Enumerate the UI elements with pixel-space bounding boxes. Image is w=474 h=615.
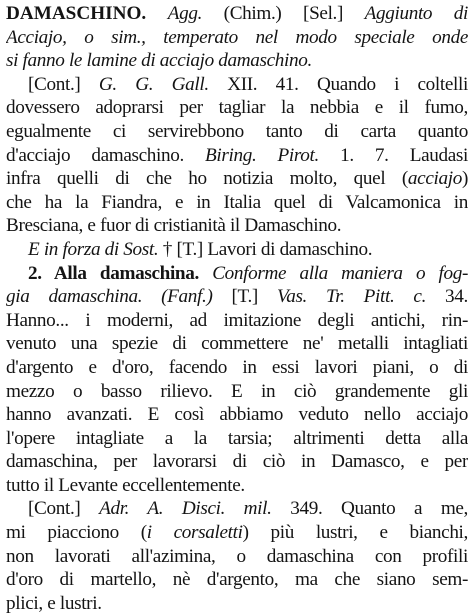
text-run: [146, 3, 168, 24]
text-line: [6, 545, 468, 569]
text-run: Hanno... i moderni, ad imitazione degli antichi, rin-: [6, 309, 468, 331]
text-line: [6, 427, 468, 451]
italic-text: gia damaschina. (Fanf.): [6, 286, 213, 308]
text-run: non lavorati all'azimina, o damaschina con profili: [6, 545, 468, 567]
text-run: che ha la Fiandra, e in Italia quel di Valcamonica in: [6, 191, 468, 213]
text-line: [6, 450, 468, 474]
text-run: † [T.] Lavori di damaschino.: [158, 238, 373, 260]
text-line: [6, 356, 468, 380]
text-line: [6, 144, 468, 168]
sense-heading: 2. Alla damaschina.: [28, 262, 199, 284]
text-line: [6, 497, 468, 521]
text-line: [6, 73, 468, 97]
text-line: [6, 285, 468, 309]
text-run: [Cont.]: [28, 73, 99, 95]
dictionary-entry-damaschino: [6, 2, 468, 615]
text-line: [6, 521, 468, 545]
text-line: [6, 309, 468, 333]
text-line: [6, 191, 468, 215]
text-run: Bresciana, e fuor di cristianità il Damaschino.: [6, 215, 342, 237]
italic-text: acciajo: [407, 168, 462, 190]
italic-text: si fanno le lamine di acciajo damaschino.: [6, 50, 312, 72]
text-line: [6, 2, 468, 26]
text-run: dovessero adoprarsi per tagliar la nebbia e il fumo,: [6, 97, 468, 119]
text-line: [6, 262, 468, 286]
headword: DAMASCHINO.: [6, 3, 147, 24]
text-line: [6, 380, 468, 404]
text-run: hanno avanzati. E così abbiamo veduto nello acciajo: [6, 404, 468, 426]
text-run: l'opere intagliate a la tarsia; altrimenti detta alla: [6, 427, 468, 449]
text-run: d'acciajo damaschino.: [6, 144, 206, 166]
text-run: d'argento e d'oro, facendo in essi lavori piani, o di: [6, 356, 468, 378]
text-run: ) più lustri, e bianchi,: [242, 522, 468, 544]
text-line: [6, 120, 468, 144]
text-run: mi piacciono (: [6, 522, 147, 544]
text-line: [6, 49, 468, 73]
italic-text: Vas. Tr. Pitt. c.: [276, 286, 427, 308]
text-run: 34.: [426, 286, 468, 308]
text-line: [6, 214, 468, 238]
text-run: [T.]: [212, 286, 277, 308]
text-run: XII. 41. Quando i coltelli: [208, 73, 468, 95]
text-line: [6, 568, 468, 592]
text-run: plici, e lustri.: [6, 592, 102, 614]
italic-text: Acciajo, o sim., temperato nel modo speciale onde: [6, 26, 468, 48]
italic-text: E in forza di Sost.: [28, 238, 159, 260]
text-run: [199, 263, 212, 284]
text-run: [Cont.]: [28, 498, 100, 520]
italic-text: Biring. Pirot.: [205, 144, 319, 166]
italic-text: Conforme alla maniera o fog-: [212, 262, 468, 284]
italic-text: i corsaletti: [146, 522, 243, 544]
italic-text: Adr. A. Disci. mil.: [99, 498, 272, 520]
text-run: ): [461, 168, 468, 190]
text-line: [6, 403, 468, 427]
text-run: damaschina, per lavorarsi di ciò in Damasco, e per: [6, 451, 468, 473]
text-run: d'oro di martello, nè d'argento, ma che siano sem-: [6, 569, 468, 591]
text-run: tutto il Levante eccellentemente.: [6, 474, 245, 496]
italic-text: G. G. Gall.: [98, 73, 209, 95]
text-run: 1. 7. Laudasi: [318, 144, 468, 166]
text-line: [6, 26, 468, 50]
text-run: (Chim.) [Sel.]: [202, 3, 365, 24]
text-line: [6, 96, 468, 120]
text-line: [6, 332, 468, 356]
text-line: [6, 474, 468, 498]
text-run: infra quelli di che ho notizia molto, quel (: [6, 168, 408, 190]
text-run: venuto una spezie di commettere ne' metalli intagliati: [6, 333, 468, 355]
text-run: 349. Quanto a me,: [271, 498, 468, 520]
text-run: egualmente ci servirebbono tanto di carta quanto: [6, 120, 468, 142]
text-line: [6, 592, 468, 615]
text-line: [6, 167, 468, 191]
text-line: [6, 238, 468, 262]
italic-text: Aggiunto di: [364, 3, 468, 24]
text-run: mezzo o basso rilievo. E in ciò grandemente gli: [6, 380, 468, 402]
italic-text: Agg.: [167, 3, 203, 24]
